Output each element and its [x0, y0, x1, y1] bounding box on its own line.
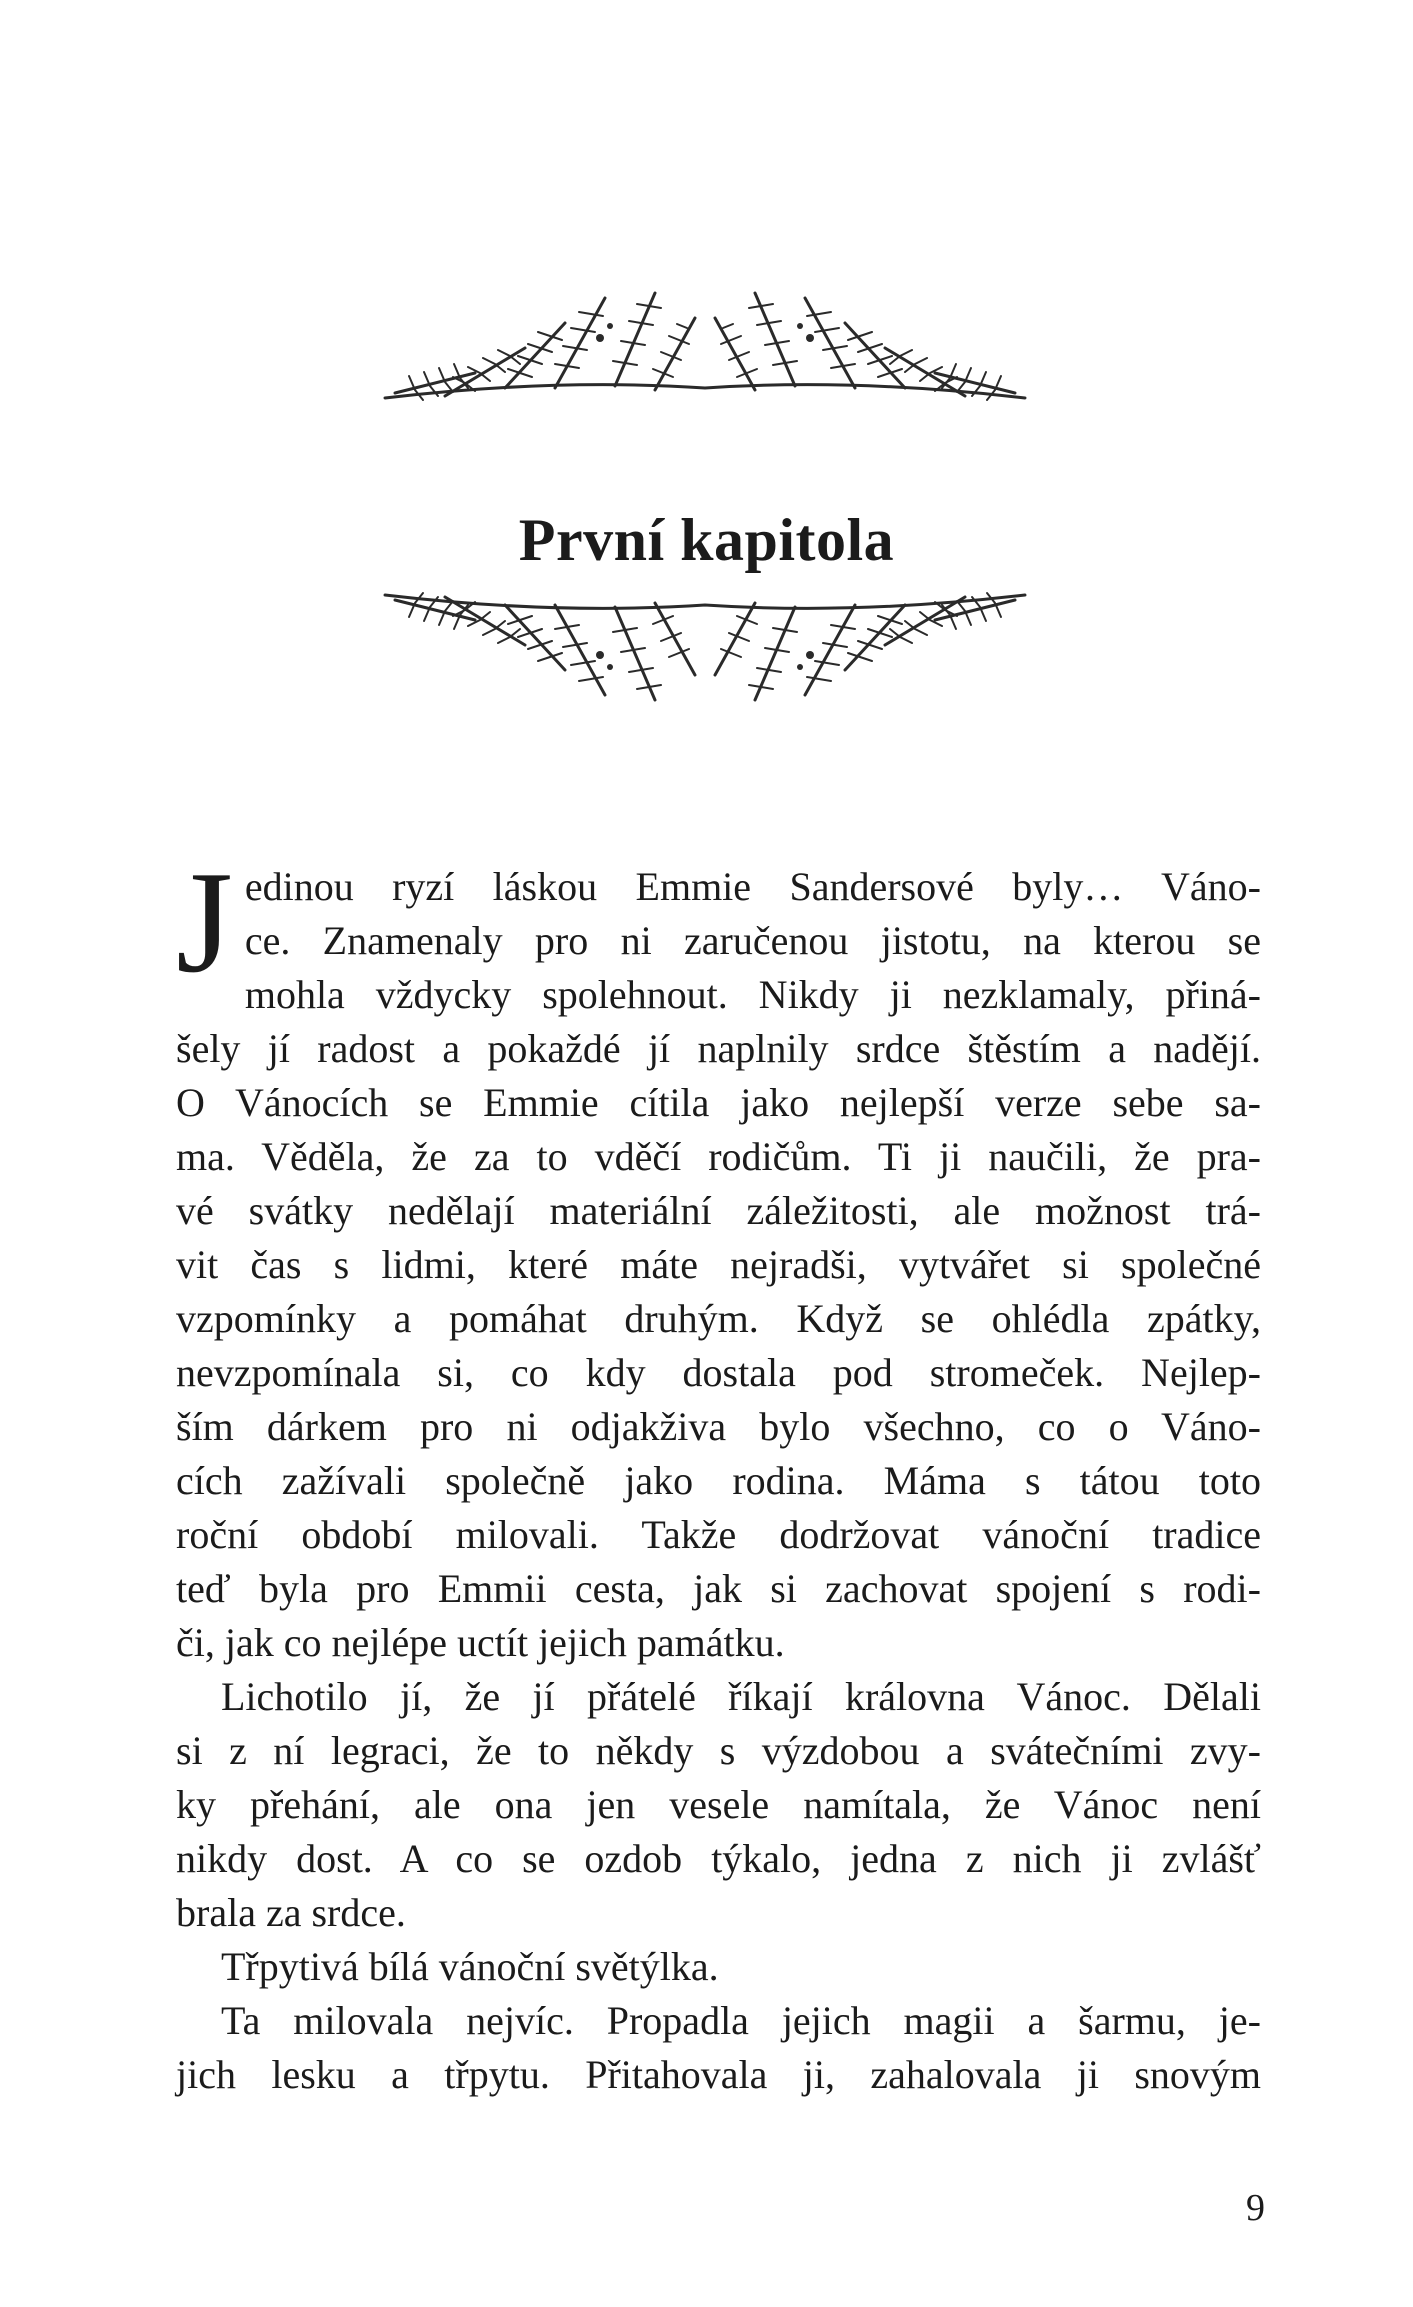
text-line: roční období milovali. Takže dodržovat vánoční tradice	[176, 1512, 1261, 1557]
text-line: vé svátky nedělají materiální záležitosti, ale možnost trá-	[176, 1188, 1261, 1233]
text-line: ky přehání, ale ona jen vesele namítala, že Vánoc není	[176, 1782, 1261, 1827]
chapter-title: První kapitola	[518, 507, 895, 574]
text-line: Ta milovala nejvíc. Propadla jejich magii a šarmu, je-	[221, 1998, 1261, 2043]
text-line: si z ní legraci, že to někdy s výzdobou a svátečními zvy-	[176, 1728, 1261, 1773]
text-line: mohla vždycky spolehnout. Nikdy ji nezklamaly, přiná-	[244, 972, 1261, 1017]
paragraph-4	[176, 1994, 1261, 2102]
text-line: či, jak co nejlépe uctít jejich památku.	[176, 1620, 785, 1665]
pine-branch-garland-icon	[355, 278, 1055, 448]
drop-cap: J	[176, 841, 233, 1003]
paragraph-3	[176, 1940, 1261, 1994]
page-number: 9	[1246, 2187, 1265, 2229]
text-line: nevzpomínala si, co kdy dostala pod stromeček. Nejlep-	[176, 1350, 1261, 1395]
paragraph-1	[176, 841, 1261, 1670]
paragraph-2	[176, 1670, 1261, 1940]
text-line: Lichotilo jí, že jí přátelé říkají královna Vánoc. Dělali	[221, 1674, 1261, 1719]
text-line: edinou ryzí láskou Emmie Sandersové byly… Váno-	[244, 864, 1261, 909]
text-line: brala za srdce.	[176, 1890, 406, 1935]
pine-branch-garland-icon	[355, 545, 1055, 715]
text-line: Třpytivá bílá vánoční světýlka.	[221, 1944, 719, 1989]
text-line: šely jí radost a pokaždé jí naplnily srdce štěstím a nadějí.	[176, 1026, 1261, 1071]
text-line: O Vánocích se Emmie cítila jako nejlepší verze sebe sa-	[176, 1080, 1261, 1125]
text-line: vit čas s lidmi, které máte nejradši, vytvářet si společné	[176, 1242, 1261, 1287]
text-line: cích zažívali společně jako rodina. Máma s tátou toto	[176, 1458, 1261, 1503]
text-line: teď byla pro Emmii cesta, jak si zachovat spojení s rodi-	[176, 1566, 1261, 1611]
text-line: nikdy dost. A co se ozdob týkalo, jedna z nich ji zvlášť	[176, 1836, 1261, 1881]
chapter-body	[176, 841, 1261, 2102]
text-line: jich lesku a třpytu. Přitahovala ji, zahalovala ji snovým	[176, 2052, 1261, 2097]
text-line: ce. Znamenaly pro ni zaručenou jistotu, na kterou se	[244, 918, 1261, 963]
text-line: ším dárkem pro ni odjakživa bylo všechno, co o Váno-	[176, 1404, 1261, 1449]
text-line: ma. Věděla, že za to vděčí rodičům. Ti ji naučili, že pra-	[176, 1134, 1261, 1179]
text-line: vzpomínky a pomáhat druhým. Když se ohlédla zpátky,	[176, 1296, 1261, 1341]
